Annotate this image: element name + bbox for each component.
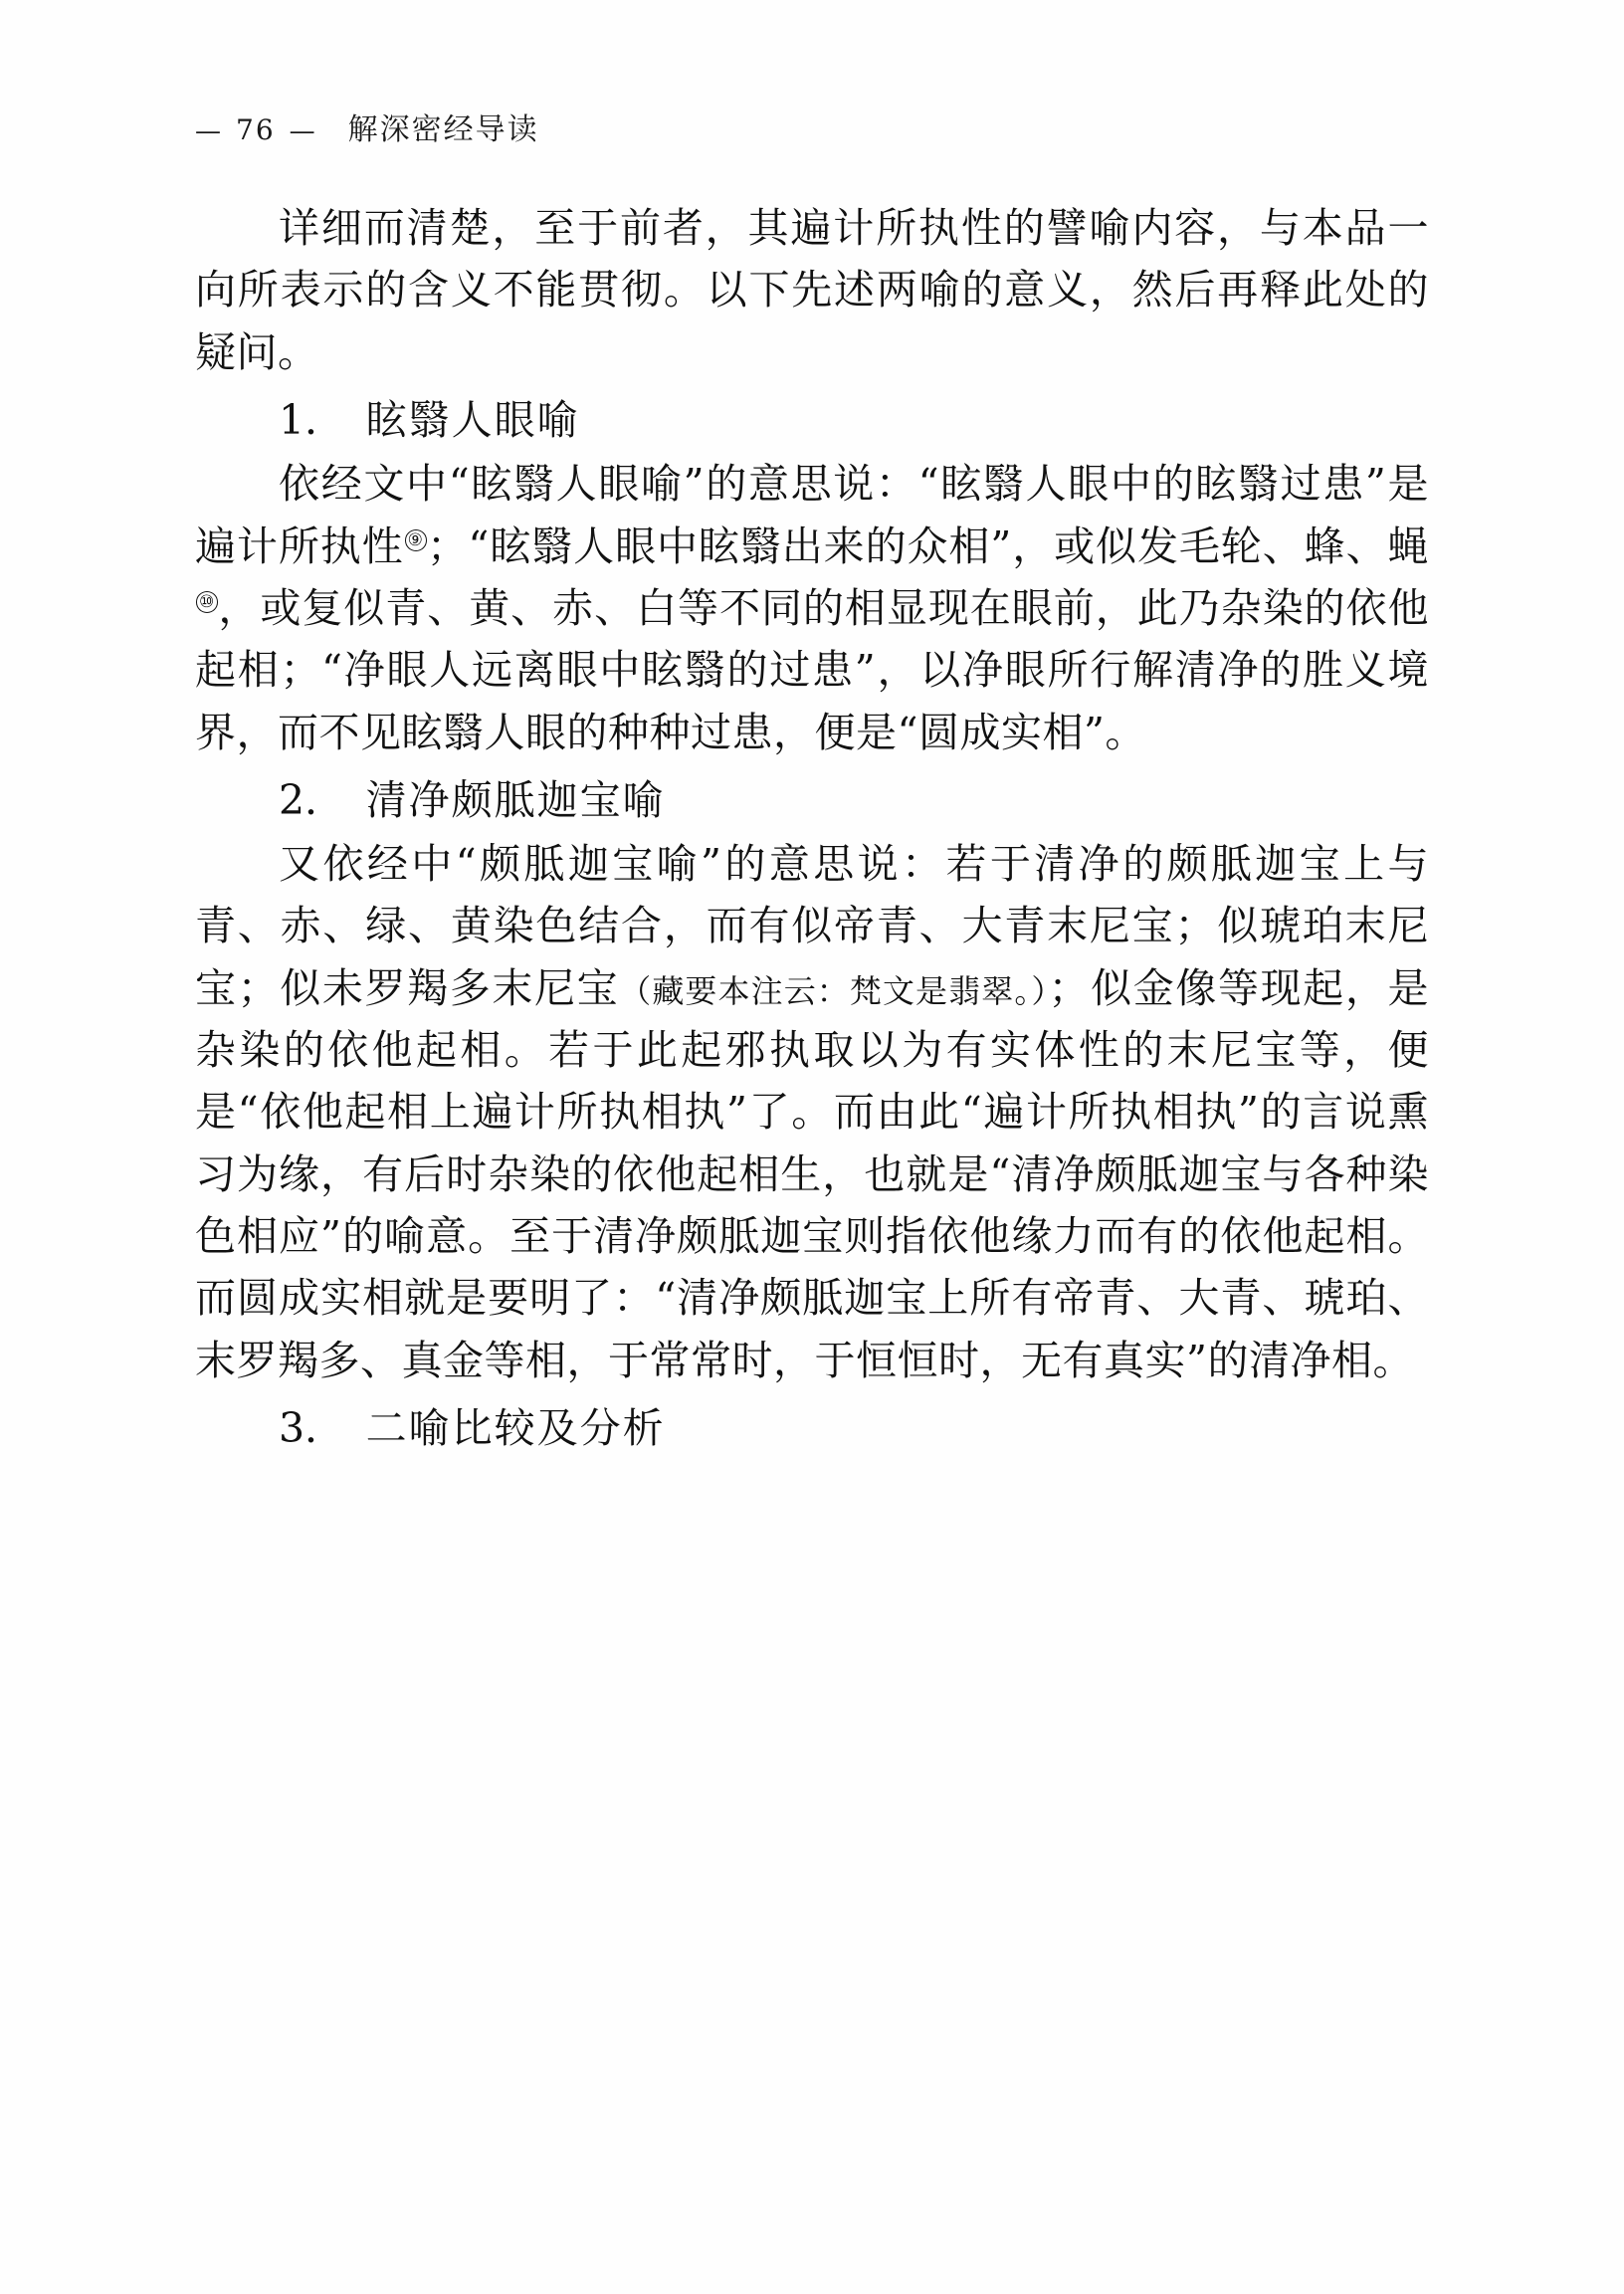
paragraph-crystal-part-b: ；似金像等现起，是杂染的依他起相。若于此起邪执取以为有实体性的末尼宝等，便是“依他起相上遍计所执相执”了。而由此“遍计所执相执”的言说熏习为缘，有后时杂染的依他起相生，也就是“清净颇胝迦宝与各种染色相应”的喻意。至于清净颇胝迦宝则指依他缘力而有的依他起相。而圆成实相就是要明了：“清净颇胝迦宝上所有帝青、大青、琥珀、末罗羯多、真金等相，于常常时，于恒恒时，无有真实”的清净相。 (195, 963, 1430, 1384)
footnote-marker-10: ⑩ (196, 591, 218, 613)
section-heading-1-number: 1． (279, 395, 346, 444)
running-head (195, 104, 539, 148)
inline-editorial-note: （藏要本注云：梵文是翡翠。） (619, 971, 1049, 1010)
section-heading-3-number: 3． (279, 1403, 346, 1452)
paragraph-intro: 详细而清楚，至于前者，其遍计所执性的譬喻内容，与本品一向所表示的含义不能贯彻。以下先述两喻的意义，然后再释此处的疑问。 (195, 204, 1429, 376)
page-body (195, 197, 1429, 1461)
footnote-marker-9: ⑨ (405, 529, 427, 551)
section-heading-2-number: 2． (279, 775, 346, 824)
running-head-dash-left: — (195, 116, 222, 146)
paragraph-eye-part-c: ，或复似青、黄、赤、白等不同的相显现在眼前，此乃杂染的依他起相；“净眼人远离眼中眩翳的过患”，以净眼所行解清净的胜义境界，而不见眩翳人眼的种种过患，便是“圆成实相”。 (195, 583, 1429, 756)
section-heading-3-label: 二喻比较及分析 (365, 1403, 666, 1452)
paragraph-crystal-part-a: 又依经中“颇胝迦宝喻”的意思说：若于清净的颇胝迦宝上与青、赤、绿、黄染色结合，而有似帝青、大青末尼宝；似琥珀末尼宝；似未罗羯多末尼宝 (195, 840, 1429, 1012)
book-title: 解深密经导读 (347, 112, 539, 147)
running-head-dash-right: — (289, 116, 316, 146)
section-heading-2-label: 清净颇胝迦宝喻 (365, 775, 666, 824)
section-heading-2 (195, 769, 1429, 831)
page-number: 76 (236, 113, 276, 146)
paragraph-eye-part-a: 依经文中“眩翳人眼喻”的意思说：“眩翳人眼中的眩翳过患”是遍计所执性 (195, 460, 1429, 570)
section-heading-1-label: 眩翳人眼喻 (365, 395, 580, 444)
paragraph-eye-disease-metaphor (195, 453, 1429, 763)
paragraph-eye-part-b: ；“眩翳人眼中眩翳出来的众相”，或似发毛轮、蜂、蝇 (426, 521, 1429, 570)
section-heading-3 (195, 1397, 1429, 1459)
section-heading-1 (195, 389, 1429, 451)
paragraph-crystal-metaphor (195, 833, 1429, 1391)
